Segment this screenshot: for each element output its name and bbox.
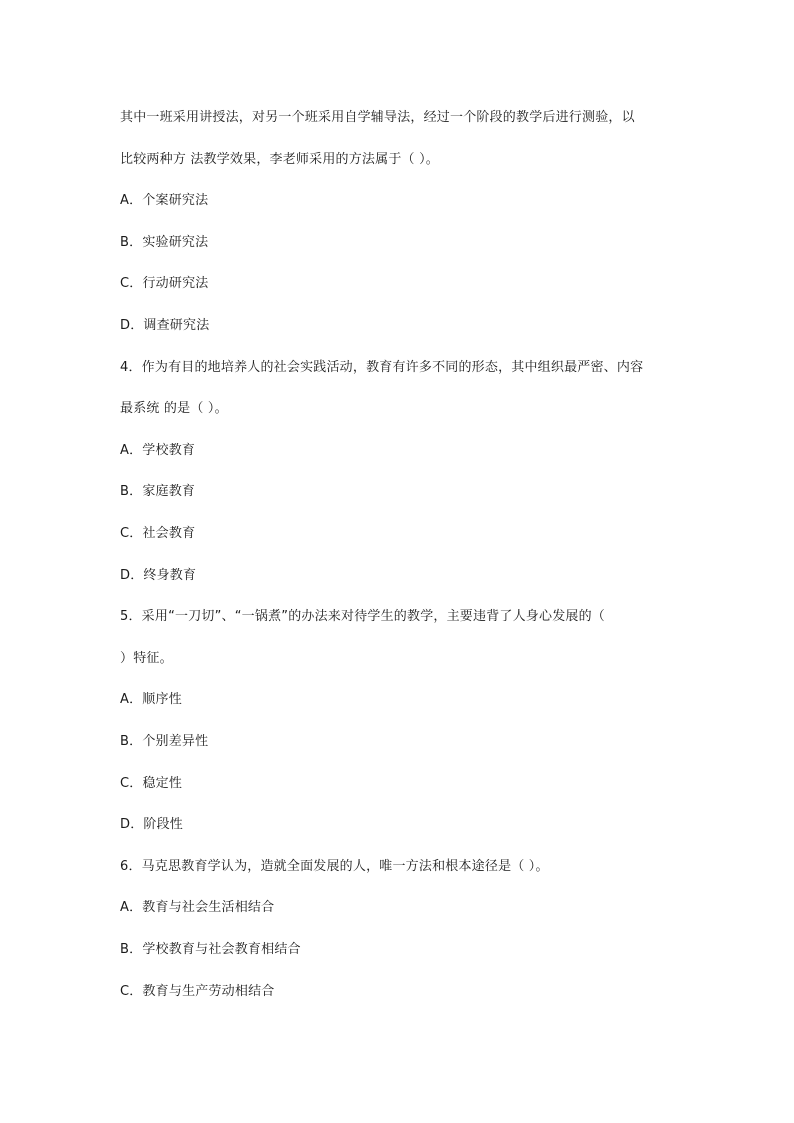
question-5-option-b: B．个别差异性 <box>120 734 209 749</box>
question-4-option-d: D．终身教育 <box>120 568 197 583</box>
question-4-option-a: A．学校教育 <box>120 443 196 458</box>
question-5-stem-line-1: 5．采用“一刀切”、“一锅煮”的办法来对待学生的教学，主要违背了人身心发展的（ <box>120 609 606 624</box>
question-3-option-b: B．实验研究法 <box>120 235 209 250</box>
question-4-stem-line-1: 4．作为有目的地培养人的社会实践活动，教育有许多不同的形态，其中组织最严密、内容 <box>120 360 644 375</box>
question-3-option-a: A．个案研究法 <box>120 193 209 208</box>
question-4-option-b: B．家庭教育 <box>120 484 196 499</box>
question-5-option-c: C．稳定性 <box>120 776 183 791</box>
question-4-stem-line-2: 最系统 的是（ ）。 <box>120 401 228 416</box>
question-3-option-d: D．调查研究法 <box>120 318 210 333</box>
question-3-option-c: C．行动研究法 <box>120 276 209 291</box>
question-5-stem-line-2: ）特征。 <box>120 651 173 666</box>
question-5-option-a: A．顺序性 <box>120 692 182 707</box>
question-3-stem-line-2: 比较两种方 法教学效果，李老师采用的方法属于（ ）。 <box>120 152 439 167</box>
question-3-stem-line-1: 其中一班采用讲授法，对另一个班采用自学辅导法，经过一个阶段的教学后进行测验，以 <box>120 110 635 125</box>
question-6-option-b: B．学校教育与社会教育相结合 <box>120 942 301 957</box>
question-4-option-c: C．社会教育 <box>120 526 196 541</box>
question-5-option-d: D．阶段性 <box>120 817 184 832</box>
question-6-option-c: C．教育与生产劳动相结合 <box>120 984 275 999</box>
question-6-option-a: A．教育与社会生活相结合 <box>120 900 275 915</box>
question-6-stem: 6．马克思教育学认为，造就全面发展的人，唯一方法和根本途径是（ ）。 <box>120 859 549 874</box>
